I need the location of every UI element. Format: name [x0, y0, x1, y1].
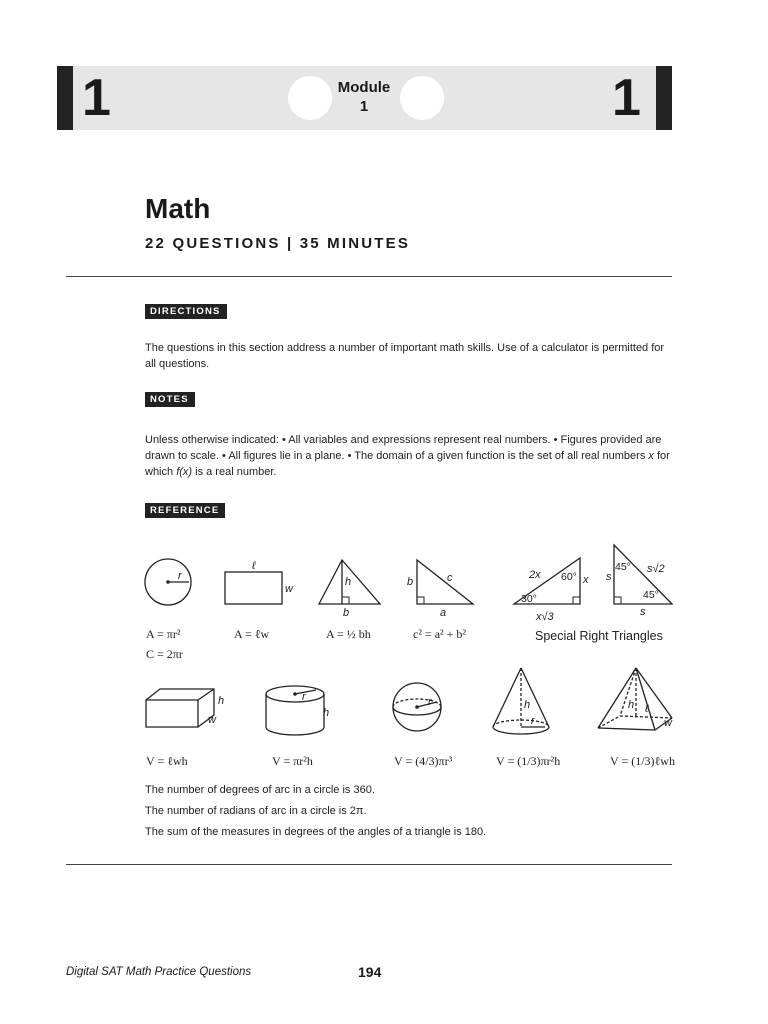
formula-circle-circumference: C = 2πr [146, 647, 183, 661]
cone-r-label: r [531, 715, 535, 727]
directions-tag: DIRECTIONS [145, 304, 227, 319]
cone-h-label: h [524, 699, 531, 711]
right-triangle-figure [417, 560, 473, 604]
notes-text-part1: Unless otherwise indicated: • All variables and expressions represent real numbers. • Figures provided are drawn to scale. • All figures lie in a plane. • The domain of a given function is the set of all real numbers [145, 434, 662, 462]
formula-pyramid-volume: V = (1/3)ℓwh [610, 754, 675, 768]
module-label-text: Module [337, 79, 391, 96]
rt-b-label: b [407, 576, 414, 588]
notes-text-part2: for which [145, 450, 670, 478]
fact-degrees: The number of degrees of arc in a circle is 360. [145, 784, 375, 796]
box-w-label: w [208, 714, 216, 726]
t3060-xroot3-label: x√3 [536, 611, 554, 623]
formula-cylinder-volume: V = πr²h [272, 754, 313, 768]
box-h-label: h [218, 695, 225, 707]
pyr-h-label: h [628, 699, 635, 711]
formula-pythagorean: c² = a² + b² [413, 627, 466, 641]
circle-r-label: r [178, 570, 182, 582]
pyr-l-label: ℓ [645, 703, 649, 715]
pyr-w-label: w [664, 717, 672, 729]
cone-figure [493, 668, 521, 727]
module-label-number: 1 [359, 98, 369, 115]
reference-facts [145, 782, 670, 840]
rt-a-label: a [440, 607, 447, 619]
rect-l-label: ℓ [252, 560, 256, 572]
cyl-r-label: r [302, 691, 306, 703]
t45-s-bottom-label: s [640, 606, 646, 618]
cyl-h-label: h [323, 707, 330, 719]
directions-text: The questions in this section address a number of important math skills. Use of a calculator is permitted for all questions. [145, 342, 665, 370]
fact-radians: The number of radians of arc in a circle is 2π. [145, 805, 367, 817]
module-number-left: 1 [82, 69, 111, 127]
t45-45-top-label: 45° [615, 561, 631, 573]
reference-tag: REFERENCE [145, 503, 225, 518]
formula-circle-area: A = πr² [146, 627, 181, 641]
notes-text-part3: is a real number. [192, 466, 277, 478]
formula-tri-area: A = ½ bh [326, 627, 371, 641]
formula-sphere-volume: V = (4/3)πr³ [394, 754, 453, 768]
bottom-divider [66, 864, 672, 865]
formula-rect-area: A = ℓw [234, 627, 270, 641]
pyramid-figure [598, 668, 636, 728]
t3060-30-label: 30° [521, 593, 537, 605]
t45-45-right-label: 45° [643, 589, 659, 601]
notes-fx: f(x) [176, 466, 193, 478]
section-subtitle: 22 QUESTIONS | 35 MINUTES [145, 235, 411, 252]
rect-w-label: w [285, 583, 293, 595]
tri-h-label: h [345, 576, 352, 588]
tri-b-label: b [343, 607, 350, 619]
fact-triangle-angles: The sum of the measures in degrees of the angles of a triangle is 180. [145, 826, 487, 838]
footer-book-title: Digital SAT Math Practice Questions [66, 966, 252, 978]
rectangle-figure [225, 572, 282, 604]
special-triangles-caption: Special Right Triangles [535, 629, 663, 643]
module-number-right: 1 [612, 69, 641, 127]
box-figure [146, 700, 198, 727]
notes-tag: NOTES [145, 392, 195, 407]
t3060-x-label: x [583, 574, 589, 586]
footer-page-number: 194 [358, 964, 382, 980]
t45-sroot2-label: s√2 [647, 563, 665, 575]
section-title: Math [145, 193, 211, 224]
t45-s-left-label: s [606, 571, 612, 583]
t3060-60-label: 60° [561, 571, 577, 583]
notes-var-x: x [648, 450, 654, 462]
formula-cone-volume: V = (1/3)πr²h [496, 754, 561, 768]
formula-box-volume: V = ℓwh [146, 754, 188, 768]
rt-c-label: c [447, 572, 453, 584]
sphere-r-label: r [428, 696, 432, 708]
t3060-2x-label: 2x [529, 569, 541, 581]
